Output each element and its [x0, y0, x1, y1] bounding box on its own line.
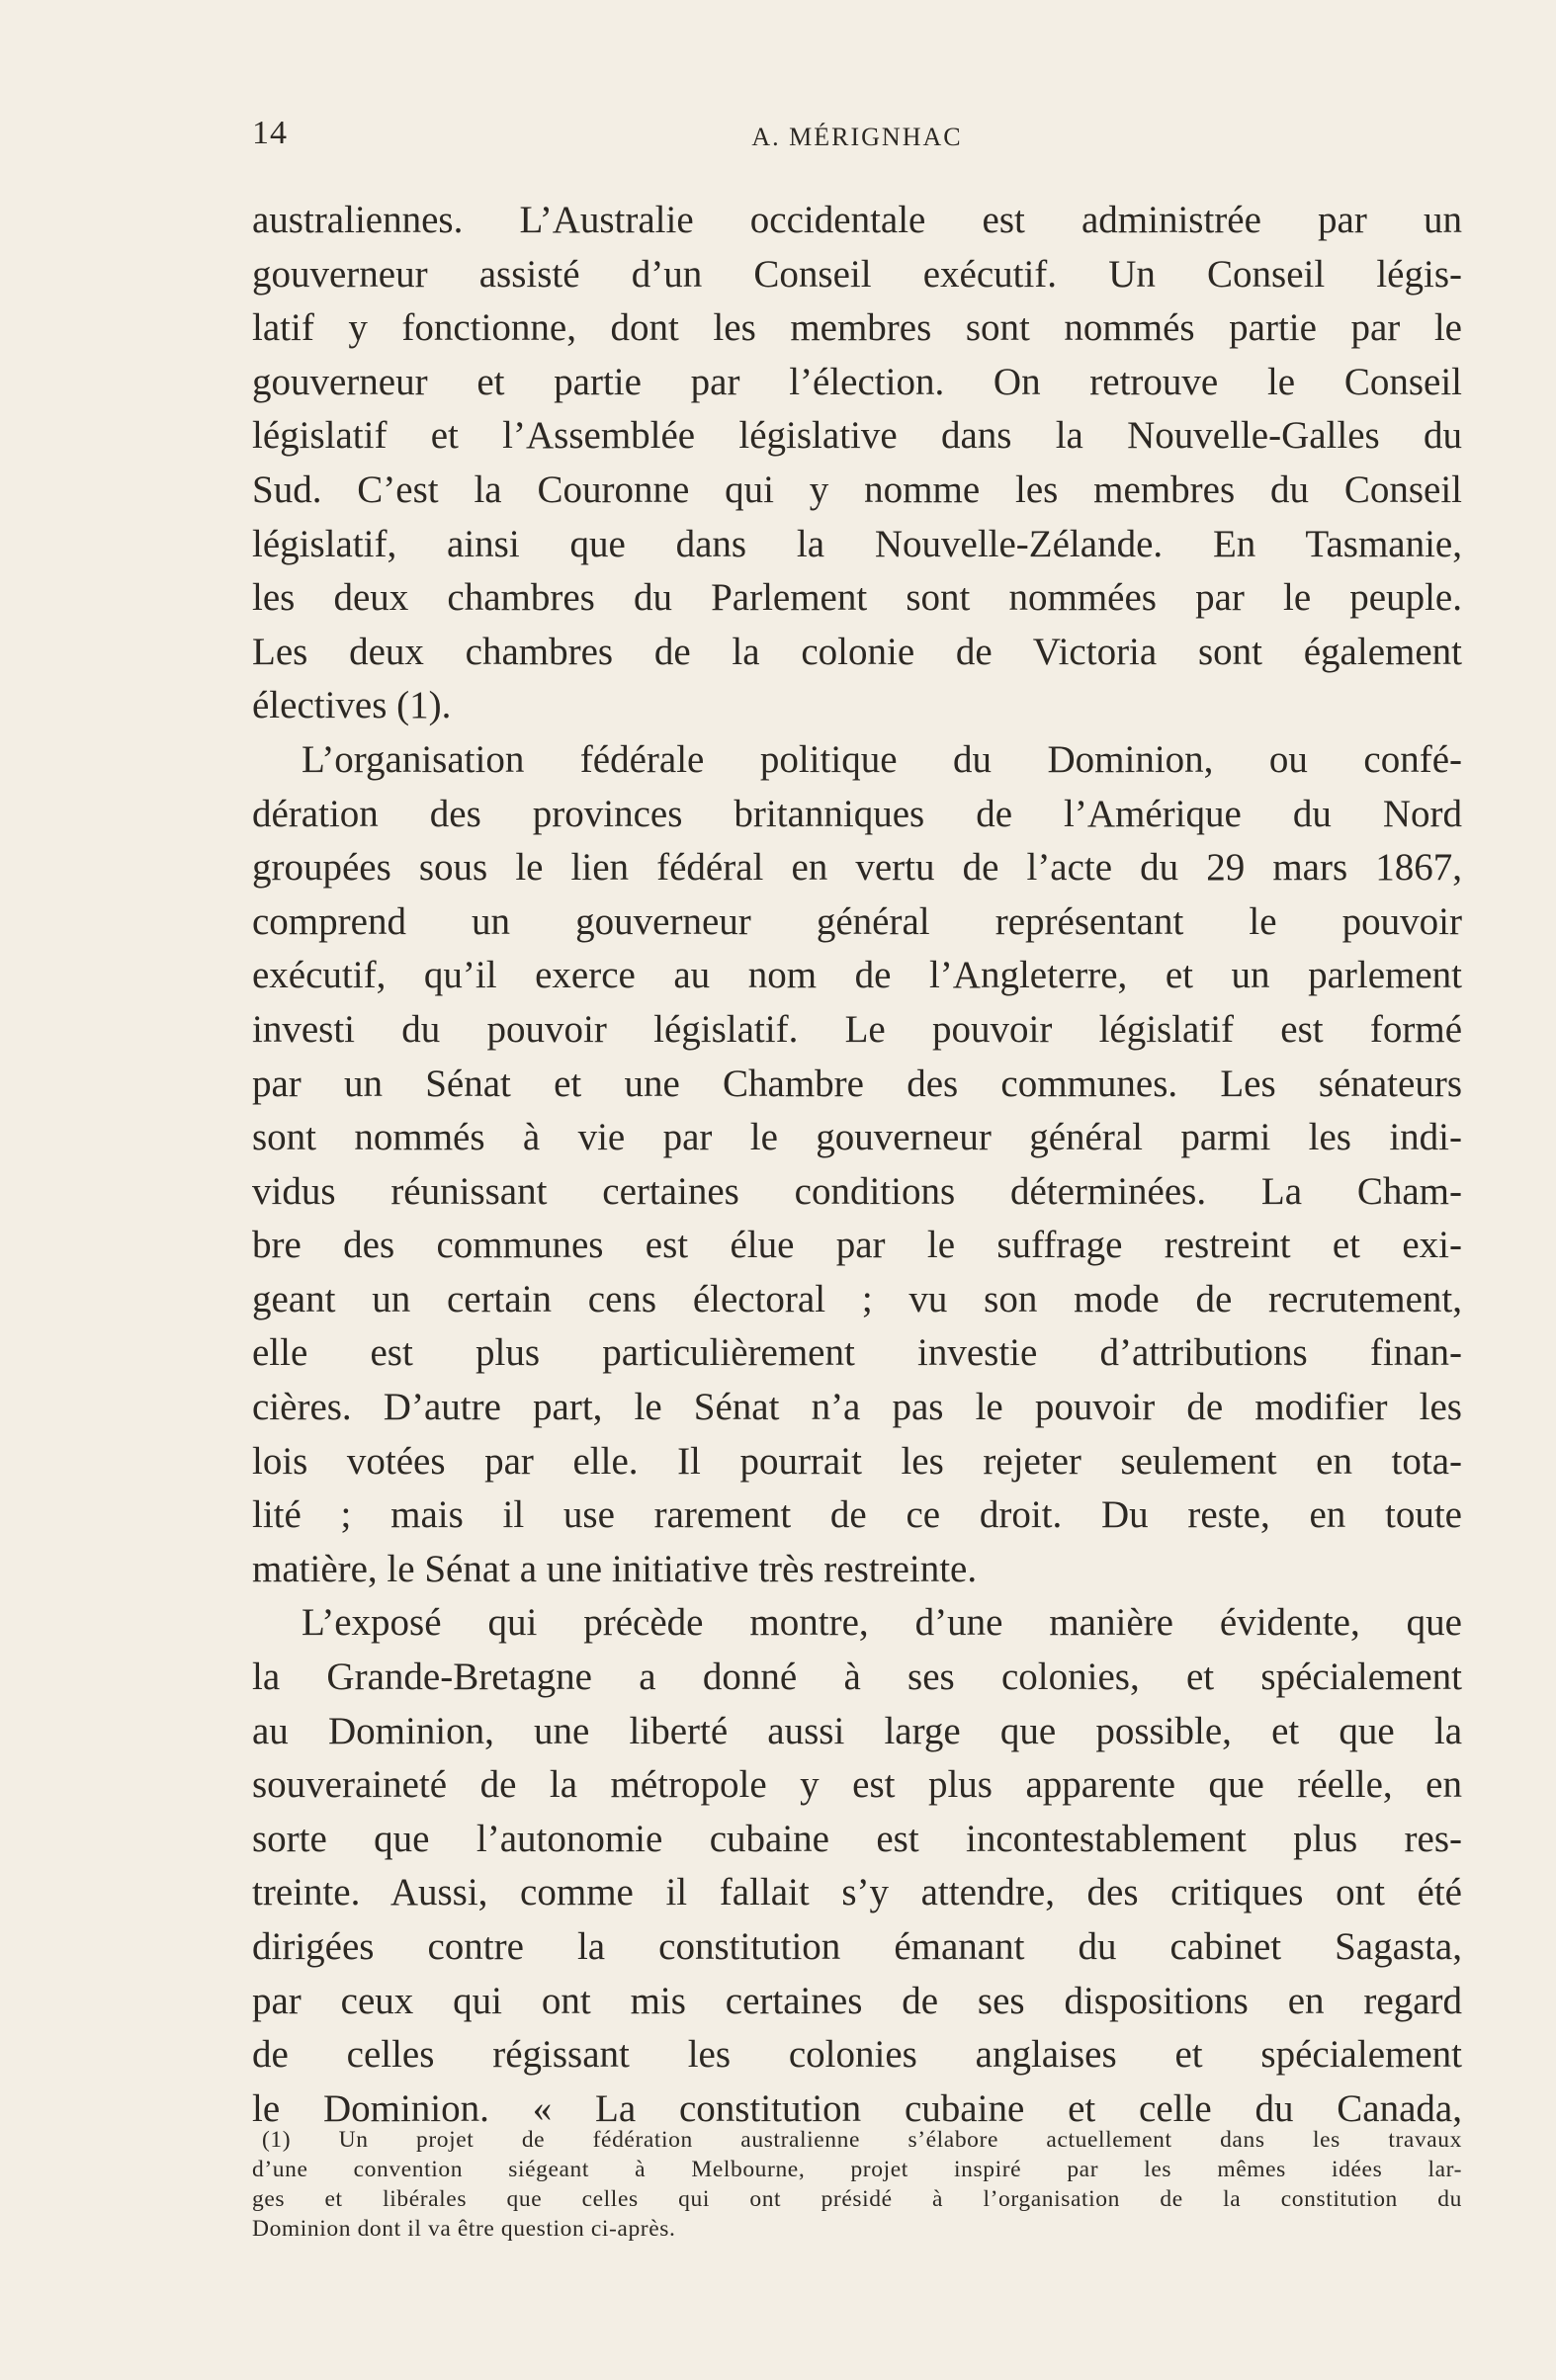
- text-line: treinte. Aussi, comme il fallait s’y attendre, des critiques ont été: [252, 1871, 1462, 1914]
- text-line: cières. D’autre part, le Sénat n’a pas le pouvoir de modifier les: [252, 1386, 1462, 1429]
- text-line: geant un certain cens électoral ; vu son mode de recrutement,: [252, 1277, 1462, 1320]
- text-line: groupées sous le lien fédéral en vertu de l’acte du 29 mars 1867,: [252, 846, 1462, 890]
- text-line: elle est plus particulièrement investie d’attributions finan-: [252, 1331, 1462, 1375]
- footnote-line: Dominion dont il va être question ci-après.: [252, 2216, 676, 2242]
- footnote-line: ges et libérales que celles qui ont présidé à l’organisation de la constitution du: [252, 2186, 1462, 2212]
- text-line: bre des communes est élue par le suffrage restreint et exi-: [252, 1224, 1462, 1267]
- text-line: le Dominion. « La constitution cubaine et celle du Canada,: [252, 2086, 1462, 2130]
- text-line: investi du pouvoir législatif. Le pouvoir législatif est formé: [252, 1007, 1462, 1051]
- text-line: gouverneur et partie par l’élection. On retrouve le Conseil: [252, 360, 1462, 403]
- text-line: par ceux qui ont mis certaines de ses dispositions en regard: [252, 1979, 1462, 2022]
- text-line: législatif et l’Assemblée législative dans la Nouvelle-Galles du: [252, 414, 1462, 458]
- text-line: gouverneur assisté d’un Conseil exécutif. Un Conseil légis-: [252, 252, 1462, 296]
- text-line: comprend un gouverneur général représentant le pouvoir: [252, 899, 1462, 943]
- page-number: 14: [252, 115, 288, 151]
- footnote-line: (1) Un projet de fédération australienne s’élabore actuellement dans les travaux: [262, 2127, 1462, 2153]
- text-line: Sud. C’est la Couronne qui y nomme les membres du Conseil: [252, 468, 1462, 511]
- text-line: électives (1).: [252, 684, 452, 727]
- text-line: L’exposé qui précède montre, d’une manière évidente, que: [302, 1601, 1462, 1645]
- footnote: [252, 2125, 1462, 2244]
- page-header: [252, 115, 1462, 164]
- text-line: par un Sénat et une Chambre des communes. Les sénateurs: [252, 1062, 1462, 1105]
- running-head: A. MÉRIGNHAC: [751, 123, 963, 151]
- text-line: australiennes. L’Australie occidentale est administrée par un: [252, 199, 1462, 241]
- text-line: lité ; mais il use rarement de ce droit. Du reste, en toute: [252, 1493, 1462, 1537]
- text-line: les deux chambres du Parlement sont nommées par le peuple.: [252, 576, 1462, 620]
- text-line: sorte que l’autonomie cubaine est incontestablement plus res-: [252, 1817, 1462, 1860]
- text-line: dération des provinces britanniques de l’Amérique du Nord: [252, 792, 1462, 835]
- text-line: de celles régissant les colonies anglaises et spécialement: [252, 2033, 1462, 2077]
- text-line: L’organisation fédérale politique du Dominion, ou confé-: [302, 737, 1462, 781]
- text-line: au Dominion, une liberté aussi large que possible, et que la: [252, 1709, 1462, 1752]
- text-line: exécutif, qu’il exerce au nom de l’Angleterre, et un parlement: [252, 954, 1462, 997]
- text-line: dirigées contre la constitution émanant du cabinet Sagasta,: [252, 1925, 1462, 1968]
- text-line: vidus réunissant certaines conditions déterminées. La Cham-: [252, 1169, 1462, 1213]
- text-line: Les deux chambres de la colonie de Victoria sont également: [252, 630, 1462, 673]
- text-line: matière, le Sénat a une initiative très restreinte.: [252, 1547, 978, 1590]
- body-text: [252, 194, 1462, 2136]
- text-line: la Grande-Bretagne a donné à ses colonies, et spécialement: [252, 1656, 1462, 1699]
- text-line: législatif, ainsi que dans la Nouvelle-Zélande. En Tasmanie,: [252, 522, 1462, 565]
- text-line: latif y fonctionne, dont les membres sont nommés partie par le: [252, 306, 1462, 350]
- text-line: lois votées par elle. Il pourrait les rejeter seulement en tota-: [252, 1439, 1462, 1483]
- text-line: souveraineté de la métropole y est plus apparente que réelle, en: [252, 1763, 1462, 1807]
- text-line: sont nommés à vie par le gouverneur général parmi les indi-: [252, 1116, 1462, 1159]
- footnote-line: d’une convention siégeant à Melbourne, projet inspiré par les mêmes idées lar-: [252, 2157, 1462, 2182]
